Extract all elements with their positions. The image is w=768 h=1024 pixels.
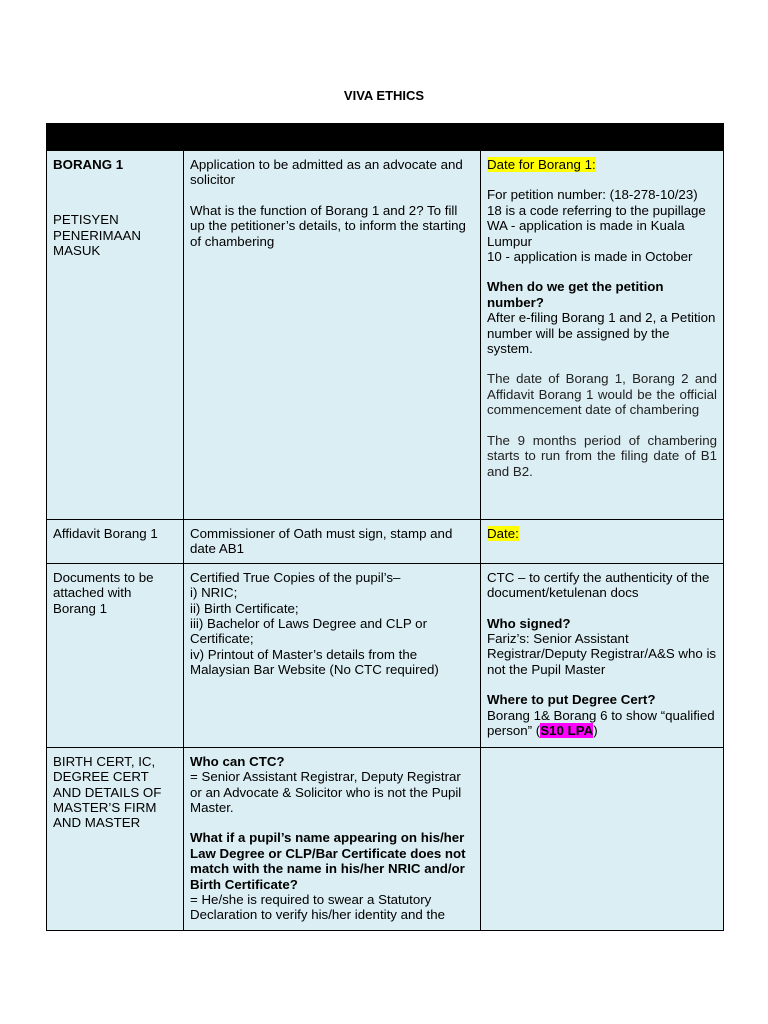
- petition-line1: 18 is a code referring to the pupillage: [487, 202, 706, 218]
- page-title: VIVA ETHICS: [343, 88, 425, 103]
- row4-col1: [47, 747, 184, 930]
- who-signed-question: Who signed?: [487, 615, 571, 631]
- row3-col1: [47, 563, 184, 747]
- degree-cert-answer: [487, 708, 717, 739]
- row3-col3: [481, 563, 724, 747]
- commencement-note: The date of Borang 1, Borang 2 and Affidavit Borang 1 would be the official commencement date of chambering: [487, 371, 718, 418]
- petition-answer: After e-filing Borang 1 and 2, a Petition number will be assigned by the system.: [487, 310, 716, 357]
- s10-lpa-highlight: S10 LPA: [540, 723, 594, 739]
- documents-label: Documents to be attached with Borang 1: [53, 569, 154, 616]
- row2-col2: [184, 520, 481, 564]
- degree-cert-answer-close: ): [593, 723, 598, 739]
- degree-cert-answer-text: Borang 1& Borang 6 to show “qualified person” (: [487, 707, 715, 739]
- who-can-ctc-answer: = Senior Assistant Registrar, Deputy Registrar or an Advocate & Solicitor who is not the Pupil Master.: [190, 769, 462, 816]
- degree-cert-question: Where to put Degree Cert?: [487, 692, 656, 708]
- affidavit-label: Affidavit Borang 1: [53, 526, 158, 541]
- row2-date-label: Date:: [487, 526, 519, 541]
- ctc-intro: Certified True Copies of the pupil’s–: [190, 569, 401, 585]
- list-item: iii) Bachelor of Laws Degree and CLP or Certificate;: [190, 616, 428, 647]
- list-item: iv) Printout of Master’s details from the Malaysian Bar Website (No CTC required): [190, 646, 439, 678]
- row1-date-label: Date for Borang 1:: [487, 157, 596, 172]
- row1-col2: [184, 151, 481, 520]
- list-item: i) NRIC;: [190, 585, 238, 601]
- who-signed-answer: Fariz’s: Senior Assistant Registrar/Deputy Registrar/A&S who is not the Pupil Master: [487, 631, 717, 677]
- period-note: The 9 months period of chambering starts to run from the filing date of B1 and B2.: [487, 432, 718, 479]
- row1-col2-p1: Application to be admitted as an advocate and solicitor: [190, 157, 463, 188]
- row1-col2-p2: What is the function of Borang 1 and 2? To fill up the petitioner’s details, to inform the starting of chambering: [190, 202, 466, 249]
- petition-question: When do we get the petition number?: [487, 279, 664, 310]
- row4-col3: [481, 747, 724, 930]
- row1-col3: [481, 151, 724, 520]
- list-item: ii) Birth Certificate;: [190, 600, 299, 616]
- table-header-bar: [47, 124, 724, 151]
- name-mismatch-question: What if a pupil’s name appearing on his/her Law Degree or CLP/Bar Certificate does not match with the name in his/her NRIC and/or Birth Certificate?: [190, 830, 466, 892]
- petition-line3: 10 - application is made in October: [487, 249, 693, 265]
- row3-col2: [184, 563, 481, 747]
- ethics-table: [46, 123, 724, 931]
- table-row: [47, 563, 724, 747]
- birth-cert-label: BIRTH CERT, IC, DEGREE CERT AND DETAILS OF MASTER’S FIRM AND MASTER: [53, 753, 162, 831]
- who-can-ctc-question: Who can CTC?: [190, 753, 285, 769]
- table-row: [47, 520, 724, 564]
- petition-number: For petition number: (18-278-10/23): [487, 187, 698, 203]
- borang1-title: BORANG 1: [53, 157, 124, 172]
- row2-col3: [481, 520, 724, 564]
- table-row: [47, 151, 724, 520]
- ctc-definition: CTC – to certify the authenticity of the document/ketulenan docs: [487, 569, 710, 601]
- borang1-subtitle: PETISYEN PENERIMAAN MASUK: [53, 212, 141, 259]
- row4-col2: [184, 747, 481, 930]
- row1-col1: [47, 151, 184, 520]
- table-row: [47, 747, 724, 930]
- name-mismatch-answer: = He/she is required to swear a Statutory Declaration to verify his/her identity and the: [190, 892, 445, 923]
- petition-line2: WA - application is made in Kuala Lumpur: [487, 218, 685, 249]
- affidavit-text: Commissioner of Oath must sign, stamp and date AB1: [190, 526, 453, 557]
- row2-col1: [47, 520, 184, 564]
- header-cell: [47, 124, 724, 151]
